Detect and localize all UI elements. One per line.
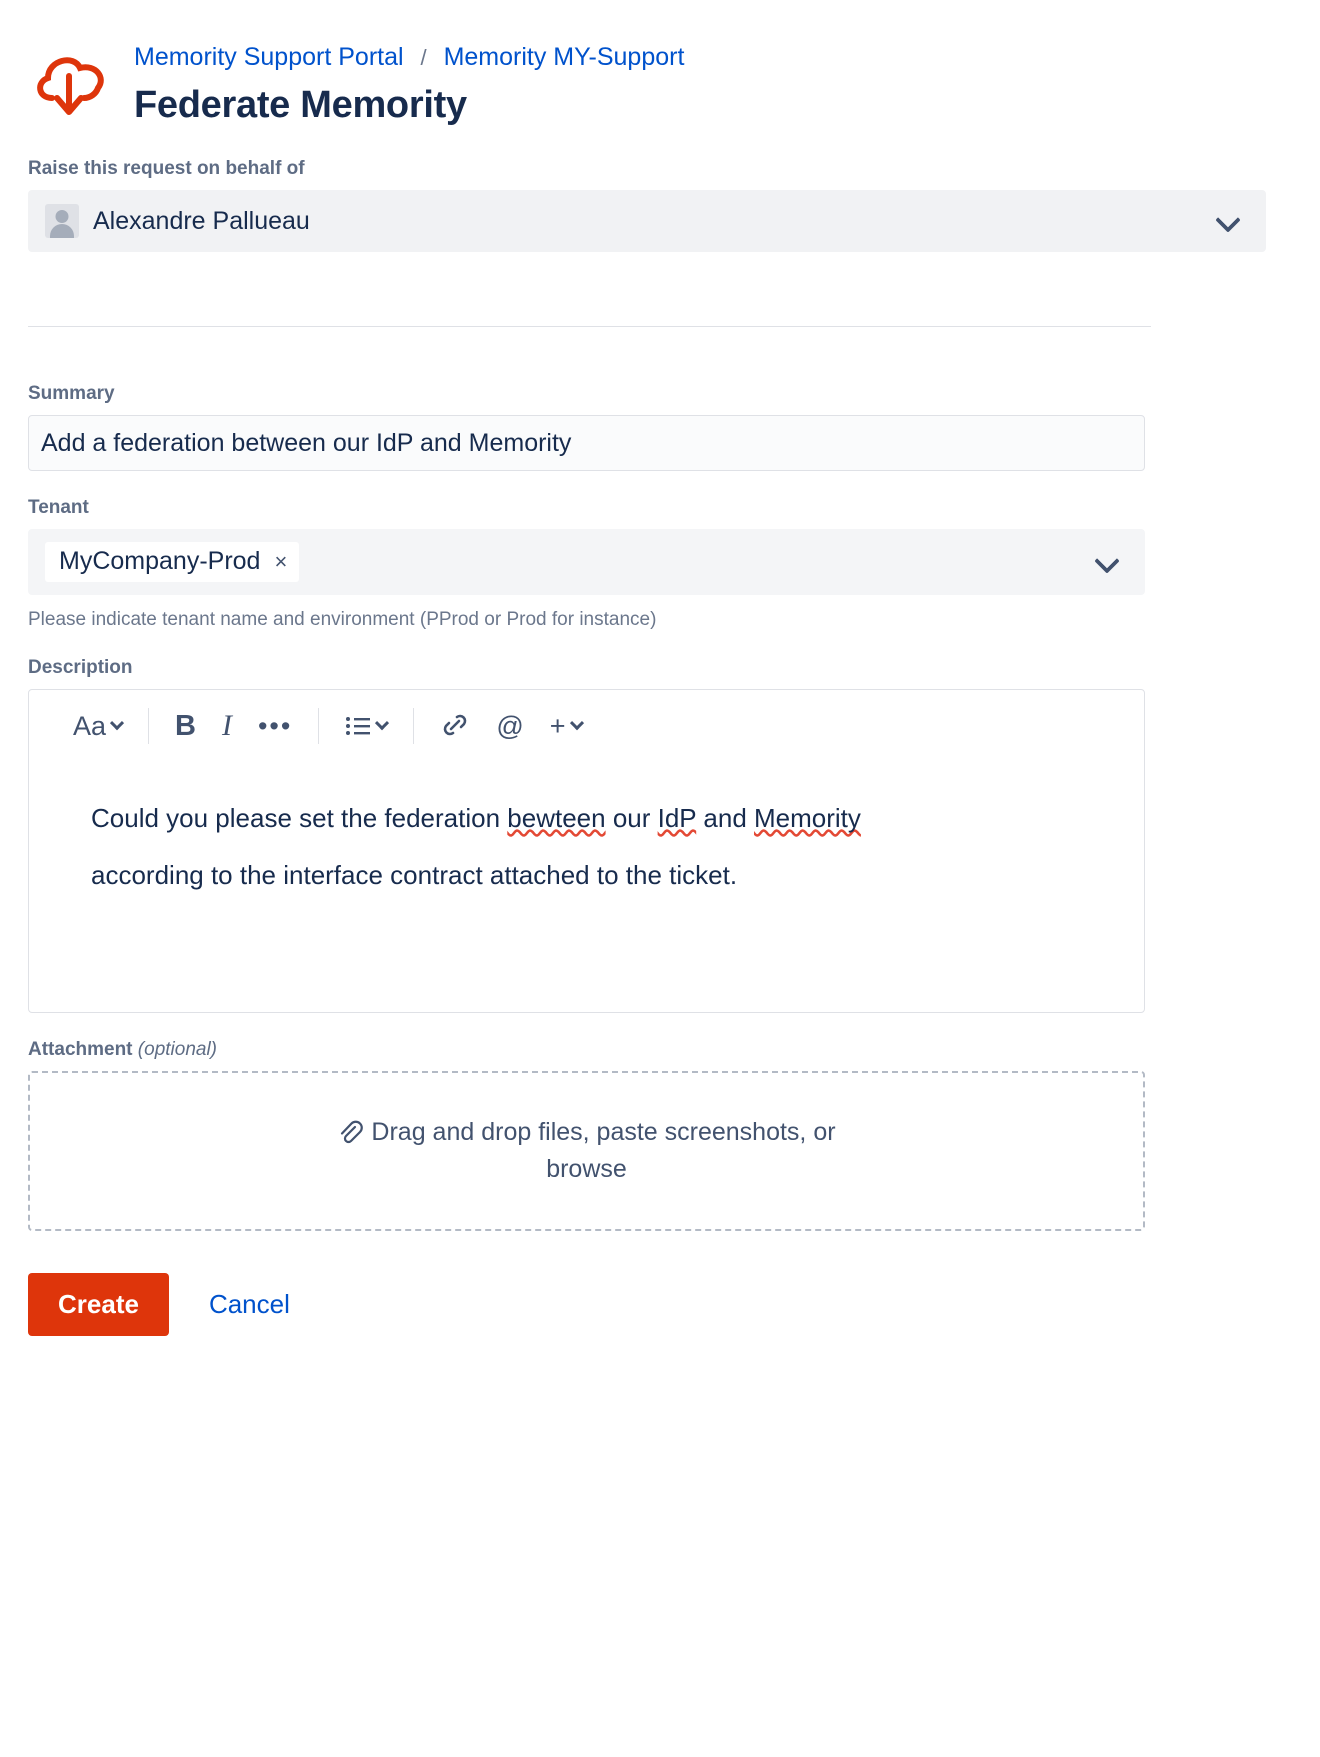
on-behalf-of-label: Raise this request on behalf of [28, 158, 305, 179]
description-textarea[interactable] [29, 762, 1144, 1012]
tenant-chip-label: MyCompany-Prod [59, 547, 261, 575]
link-icon [440, 713, 470, 739]
field-description [28, 657, 1266, 1013]
breadcrumb-project-link[interactable]: Memority MY-Support [443, 43, 685, 71]
attachment-optional-text: (optional) [137, 1039, 218, 1060]
attachment-label-text: Attachment [28, 1039, 133, 1060]
description-text-segment: Could you please set the federation [91, 803, 508, 833]
section-divider [28, 326, 1151, 327]
list-bulleted-icon [345, 715, 371, 737]
tenant-help-text: Please indicate tenant name and environment (PProd or Prod for instance) [28, 609, 657, 630]
chevron-down-icon [375, 716, 389, 730]
breadcrumb-portal-link[interactable]: Memority Support Portal [134, 43, 404, 71]
breadcrumb-separator: / [420, 45, 427, 70]
toolbar-group-textstyle [47, 711, 148, 742]
dropzone-primary-line [337, 1118, 835, 1147]
cloud-download-icon [26, 36, 118, 128]
tenant-select[interactable] [28, 529, 1145, 595]
tenant-chip [45, 542, 299, 582]
form-actions [28, 1273, 1266, 1376]
link-button[interactable] [436, 711, 474, 741]
toolbar-group-format [149, 709, 318, 743]
chevron-down-icon [569, 716, 583, 730]
page-title: Federate Memority [134, 84, 467, 126]
text-style-button[interactable]: Aa [69, 711, 126, 742]
tenant-label: Tenant [28, 497, 89, 518]
field-on-behalf-of [28, 158, 1266, 252]
chip-remove-icon[interactable]: × [274, 548, 288, 574]
bold-button[interactable]: B [175, 709, 196, 742]
paperclip-icon [337, 1120, 363, 1146]
on-behalf-of-select[interactable] [28, 190, 1266, 252]
summary-input[interactable] [28, 415, 1145, 471]
user-avatar-icon [45, 204, 79, 238]
description-text-segment: and [696, 803, 755, 833]
description-text-segment: Memority [754, 803, 861, 833]
chevron-down-icon [110, 716, 124, 730]
cancel-button[interactable]: Cancel [203, 1288, 296, 1321]
description-paragraph [91, 796, 1106, 841]
chevron-down-icon[interactable] [1094, 548, 1119, 573]
dropzone-text: Drag and drop files, paste screenshots, or [371, 1118, 836, 1146]
chevron-down-icon[interactable] [1215, 207, 1240, 232]
dropzone-browse-link[interactable]: browse [546, 1155, 627, 1183]
create-button[interactable]: Create [28, 1273, 169, 1336]
description-paragraph [91, 853, 1106, 898]
attachment-label [28, 1039, 1266, 1061]
summary-label: Summary [28, 383, 115, 404]
description-text-segment: our [605, 803, 658, 833]
page-header [26, 26, 1320, 128]
attachment-dropzone[interactable] [28, 1071, 1145, 1231]
field-summary [28, 383, 1266, 471]
field-tenant [28, 497, 1266, 631]
on-behalf-of-value: Alexandre Pallueau [93, 206, 310, 235]
request-form [26, 158, 1266, 1376]
toolbar-group-list [319, 713, 413, 739]
description-text-segment: IdP [657, 803, 697, 833]
more-formatting-button[interactable]: ••• [257, 710, 293, 741]
description-text-segment: according to the interface contract attached to the ticket. [91, 859, 738, 890]
editor-toolbar [29, 690, 1144, 762]
description-editor [28, 689, 1145, 1013]
breadcrumb [134, 26, 684, 72]
field-attachment [28, 1039, 1266, 1231]
toolbar-group-insert [414, 711, 607, 742]
description-label: Description [28, 657, 133, 678]
italic-button[interactable]: I [221, 709, 232, 742]
insert-more-button[interactable]: + [546, 711, 586, 742]
bulleted-list-button[interactable] [341, 713, 391, 739]
mention-button[interactable]: @ [496, 710, 524, 741]
description-text-segment: bewteen [507, 803, 606, 833]
